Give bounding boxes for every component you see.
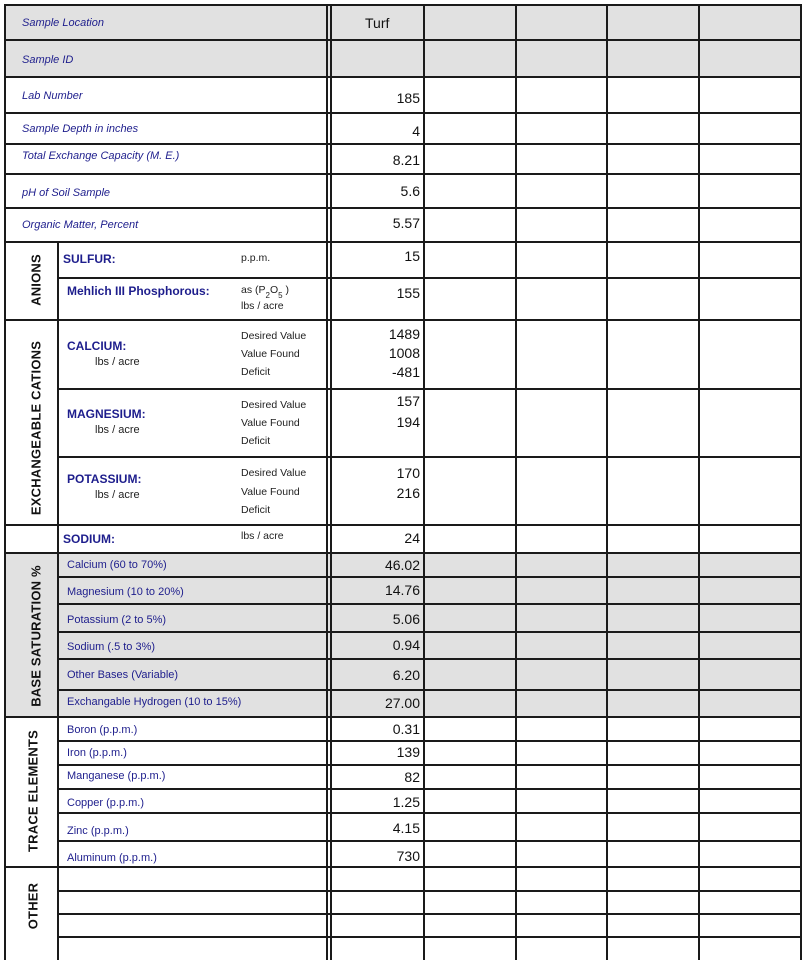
base-saturation-section-label: BASE SATURATION % xyxy=(28,565,44,707)
calcium-desired-label: Desired Value xyxy=(241,330,307,342)
grid-line xyxy=(58,277,802,279)
grid-line xyxy=(58,788,802,790)
calcium-unit: lbs / acre xyxy=(95,356,140,368)
cations-section-label: EXCHANGEABLE CATIONS xyxy=(28,340,44,516)
magnesium-label: MAGNESIUM: xyxy=(67,407,146,421)
shade-sample-location xyxy=(4,4,802,40)
magnesium-deficit-label: Deficit xyxy=(241,435,271,447)
bs-potassium-value: 5.06 xyxy=(392,611,420,627)
trace-aluminum-label: Aluminum (p.p.m.) xyxy=(67,852,157,864)
trace-iron-label: Iron (p.p.m.) xyxy=(67,747,127,759)
grid-line xyxy=(4,4,802,6)
potassium-desired-label: Desired Value xyxy=(241,467,307,479)
other-section-label: OTHER xyxy=(25,882,41,930)
grid-double-line-b xyxy=(330,4,332,960)
potassium-found-value: 216 xyxy=(396,485,420,501)
lab-number-value: 185 xyxy=(396,90,420,106)
grid-double-line-a xyxy=(326,4,328,960)
lab-number-label: Lab Number xyxy=(22,90,83,102)
grid-line xyxy=(58,764,802,766)
bs-hydrogen-label: Exchangable Hydrogen (10 to 15%) xyxy=(67,696,242,708)
sulfur-unit: p.p.m. xyxy=(241,252,271,264)
tec-label: Total Exchange Capacity (M. E.) xyxy=(22,150,180,162)
om-value: 5.57 xyxy=(392,215,420,231)
grid-line xyxy=(4,866,802,868)
sample-id-label: Sample ID xyxy=(22,54,74,66)
calcium-found-value: 1008 xyxy=(388,345,420,361)
grid-line xyxy=(4,112,802,114)
magnesium-found-label: Value Found xyxy=(241,417,300,429)
trace-iron-value: 139 xyxy=(396,744,420,760)
bs-other-label: Other Bases (Variable) xyxy=(67,669,179,681)
grid-line xyxy=(58,840,802,842)
sodium-unit: lbs / acre xyxy=(241,530,284,542)
anions-section-label: ANIONS xyxy=(28,254,44,306)
grid-line xyxy=(4,143,802,145)
grid-col-4 xyxy=(698,4,700,960)
grid-line xyxy=(4,716,802,718)
grid-col-3 xyxy=(606,4,608,960)
phosphorous-label: Mehlich III Phosphorous: xyxy=(67,284,210,298)
grid-line xyxy=(58,631,802,633)
tec-value: 8.21 xyxy=(392,152,420,168)
bs-calcium-label: Calcium (60 to 70%) xyxy=(67,559,167,571)
bs-hydrogen-value: 27.00 xyxy=(384,695,420,711)
grid-section-divider xyxy=(57,241,59,960)
grid-line xyxy=(58,603,802,605)
grid-line xyxy=(4,173,802,175)
potassium-deficit-label: Deficit xyxy=(241,504,271,516)
bs-magnesium-value: 14.76 xyxy=(384,582,420,598)
sample-location-label: Sample Location xyxy=(22,17,104,29)
phosphorous-unit: as ($P_2O_5$ ) xyxy=(241,284,290,300)
potassium-unit: lbs / acre xyxy=(95,489,140,501)
bs-sodium-value: 0.94 xyxy=(392,637,420,653)
magnesium-desired-value: 157 xyxy=(396,393,420,409)
sulfur-label: SULFUR: xyxy=(63,252,116,266)
sample-location-value: Turf xyxy=(365,15,390,31)
potassium-label: POTASSIUM: xyxy=(67,472,142,486)
trace-zinc-label: Zinc (p.p.m.) xyxy=(67,825,129,837)
bs-calcium-value: 46.02 xyxy=(384,557,420,573)
trace-boron-value: 0.31 xyxy=(392,721,420,737)
magnesium-found-value: 194 xyxy=(396,414,420,430)
trace-section-label: TRACE ELEMENTS xyxy=(25,730,41,852)
sodium-value: 24 xyxy=(404,530,420,546)
trace-copper-label: Copper (p.p.m.) xyxy=(67,797,145,809)
potassium-desired-value: 170 xyxy=(396,465,420,481)
grid-line xyxy=(58,456,802,458)
grid-col-2 xyxy=(515,4,517,960)
trace-boron-label: Boron (p.p.m.) xyxy=(67,724,138,736)
trace-aluminum-value: 730 xyxy=(396,848,420,864)
potassium-found-label: Value Found xyxy=(241,486,300,498)
bs-sodium-label: Sodium (.5 to 3%) xyxy=(67,641,156,653)
calcium-deficit-value: -481 xyxy=(391,364,420,380)
grid-line xyxy=(58,812,802,814)
grid-line xyxy=(4,319,802,321)
bs-magnesium-label: Magnesium (10 to 20%) xyxy=(67,586,184,598)
ph-value: 5.6 xyxy=(400,183,420,199)
depth-label: Sample Depth in inches xyxy=(22,123,139,135)
calcium-deficit-label: Deficit xyxy=(241,366,271,378)
sodium-label: SODIUM: xyxy=(63,532,115,546)
grid-line xyxy=(58,890,802,892)
grid-line xyxy=(4,241,802,243)
grid-line xyxy=(58,913,802,915)
grid-line xyxy=(58,576,802,578)
trace-zinc-value: 4.15 xyxy=(392,820,420,836)
phosphorous-value: 155 xyxy=(396,285,420,301)
grid-line xyxy=(4,76,802,78)
trace-manganese-label: Manganese (p.p.m.) xyxy=(67,770,166,782)
grid-line xyxy=(58,689,802,691)
shade-sample-id xyxy=(4,40,802,76)
ph-label: pH of Soil Sample xyxy=(22,187,111,199)
grid-line xyxy=(58,936,802,938)
grid-line xyxy=(4,207,802,209)
trace-copper-value: 1.25 xyxy=(392,794,420,810)
calcium-found-label: Value Found xyxy=(241,348,300,360)
calcium-desired-value: 1489 xyxy=(388,326,420,342)
bs-potassium-label: Potassium (2 to 5%) xyxy=(67,614,167,626)
grid-left-border xyxy=(4,4,6,960)
grid-line xyxy=(58,658,802,660)
phosphorous-unit-2: lbs / acre xyxy=(241,300,284,312)
grid-line xyxy=(4,552,802,554)
sulfur-value: 15 xyxy=(404,248,420,264)
grid-line xyxy=(4,39,802,41)
grid-col-1 xyxy=(423,4,425,960)
depth-value: 4 xyxy=(412,123,420,139)
bs-other-value: 6.20 xyxy=(392,667,420,683)
grid-line xyxy=(4,524,802,526)
magnesium-desired-label: Desired Value xyxy=(241,399,307,411)
magnesium-unit: lbs / acre xyxy=(95,424,140,436)
trace-manganese-value: 82 xyxy=(404,769,420,785)
calcium-label: CALCIUM: xyxy=(67,339,127,353)
grid-line xyxy=(58,388,802,390)
om-label: Organic Matter, Percent xyxy=(22,219,139,231)
grid-line xyxy=(58,740,802,742)
grid-right-border xyxy=(800,4,802,960)
